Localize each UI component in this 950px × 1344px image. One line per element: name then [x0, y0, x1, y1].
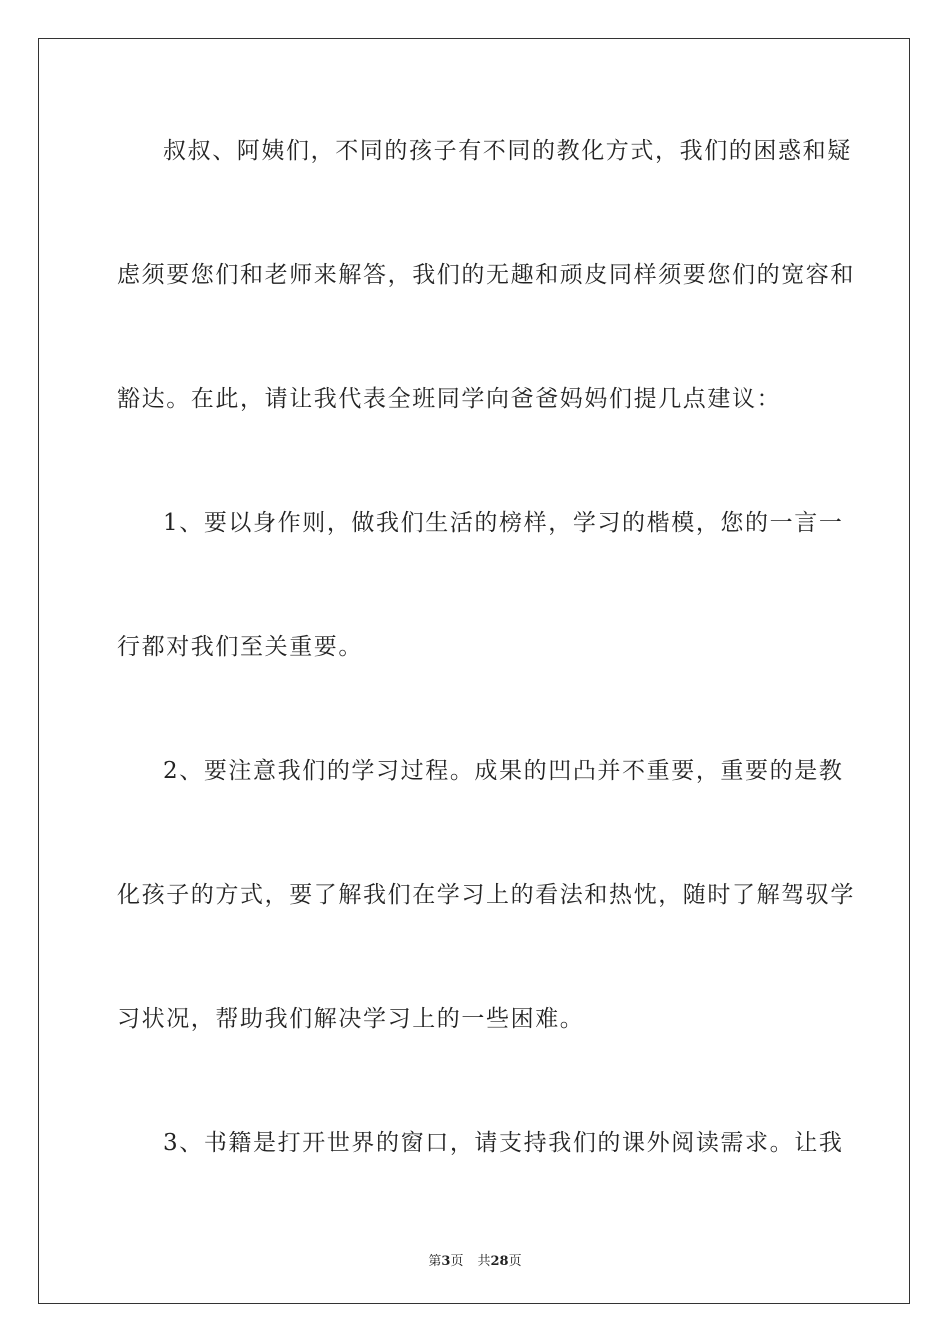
footer-page-total: 28	[490, 1254, 509, 1269]
list-item-2-line-3: 习状况，帮助我们解决学习上的一些困难。	[117, 1006, 585, 1032]
list-item-1-line-2: 行都对我们至关重要。	[117, 634, 363, 660]
paragraph-line-3: 豁达。在此，请让我代表全班同学向爸爸妈妈们提几点建议：	[117, 386, 782, 412]
list-item-2-line-1: 2、要注意我们的学习过程。成果的凹凸并不重要，重要的是教	[163, 758, 844, 784]
list-item-3-line-1: 3、书籍是打开世界的窗口，请支持我们的课外阅读需求。让我	[163, 1130, 844, 1156]
footer-page-suffix: 页	[450, 1254, 464, 1269]
footer-page-prefix: 第	[428, 1254, 442, 1269]
paragraph-line-1: 叔叔、阿姨们，不同的孩子有不同的教化方式，我们的困惑和疑	[163, 138, 852, 164]
footer-page-current: 3	[441, 1254, 451, 1269]
paragraph-line-2: 虑须要您们和老师来解答，我们的无趣和顽皮同样须要您们的宽容和	[117, 262, 855, 288]
page-frame	[38, 38, 910, 1304]
page-footer	[0, 1250, 950, 1269]
list-item-1-line-1: 1、要以身作则，做我们生活的榜样，学习的楷模，您的一言一	[163, 510, 844, 536]
list-item-2-line-2: 化孩子的方式，要了解我们在学习上的看法和热忱，随时了解驾驭学	[117, 882, 855, 908]
footer-total-suffix: 页	[508, 1254, 522, 1269]
footer-total-prefix: 共	[477, 1254, 491, 1269]
